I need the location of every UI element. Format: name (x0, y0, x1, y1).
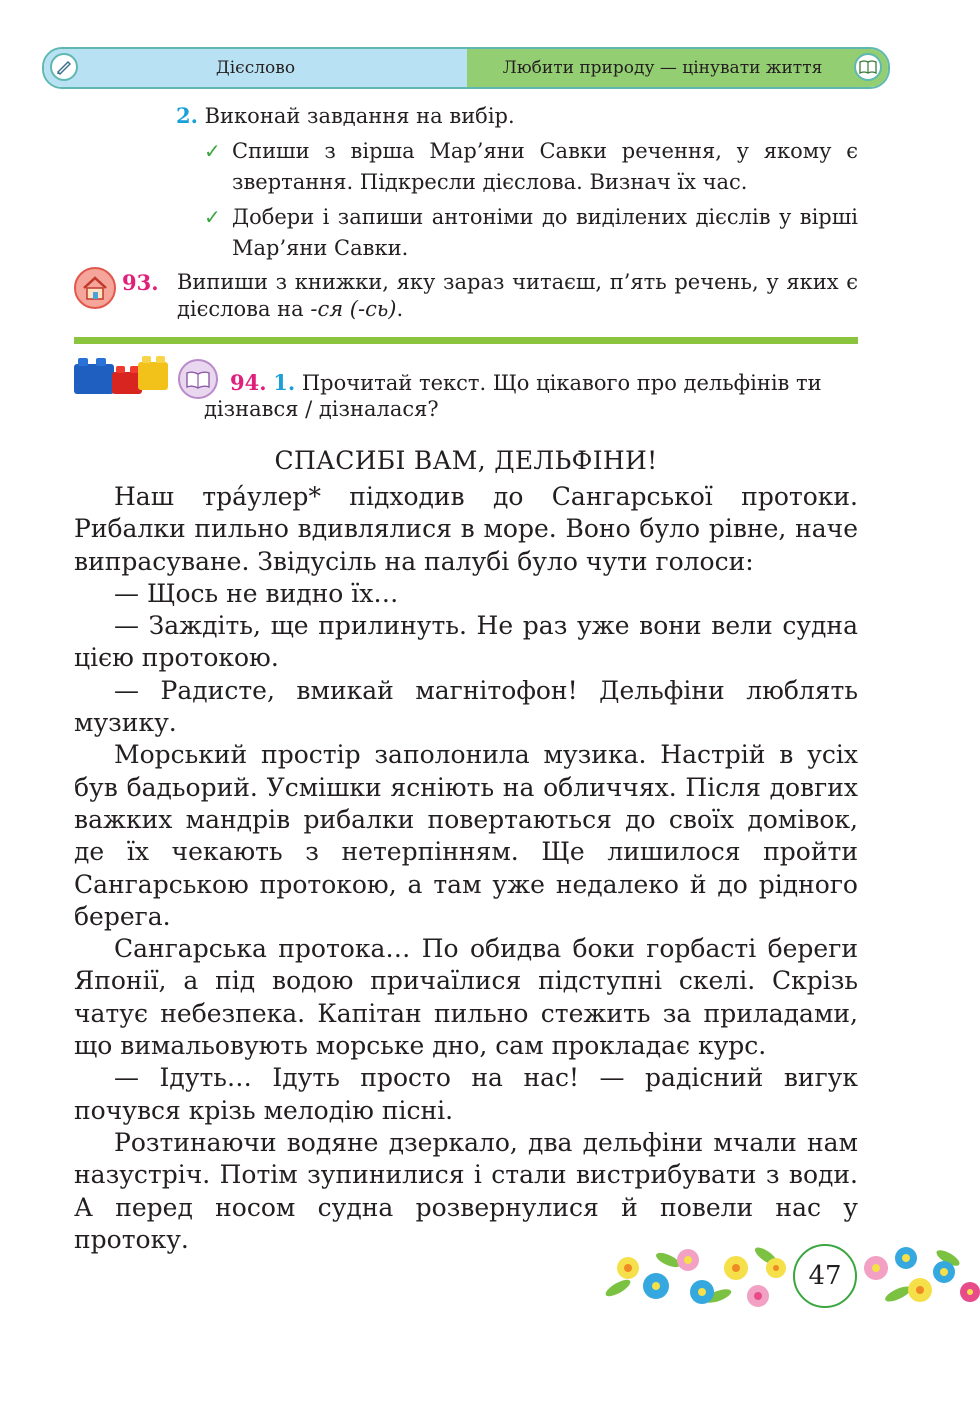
flowers-decoration (598, 1238, 980, 1314)
task-2-block (176, 100, 858, 264)
task-option-text: Добери і запиши антоніми до виділених дієслів у вірші Мар’яни Савки. (232, 205, 858, 260)
task-2-heading (176, 100, 858, 132)
exercise-94-text-continued: дізнався / дізналася? (204, 397, 439, 421)
header-topic-title: Любити природу — цінувати життя (502, 58, 823, 78)
sub-task-number: 1. (273, 370, 296, 395)
exercise-94-text: Прочитай текст. Що цікавого про дельфінів ти (301, 371, 822, 395)
house-icon (74, 267, 116, 309)
exercise-93-text (177, 267, 858, 323)
story-paragraph: — Радисте, вмикай магнітофон! Дельфіни люблять музику. (74, 675, 858, 738)
task-2-text: Виконай завдання на вибір. (204, 104, 515, 128)
story-title: СПАСИБІ ВАМ, ДЕЛЬФІНИ! (274, 446, 658, 475)
story-paragraph: Розтинаючи водяне дзеркало, два дельфіни мчали нам назустріч. Потім зупинилися і стали вистрибувати з води. А перед носом судна розвернулися й повели нас у протоку. (74, 1127, 858, 1254)
check-icon: ✓ (204, 205, 221, 229)
story-paragraph: Сангарська протока… По обидва боки горбасті береги Японії, а під водою причаїлися підступні скелі. Скрізь чатує небезпека. Капітан пильно стежить за приладами, що вимальовують морське дно, сам прокладає курс. (74, 934, 858, 1061)
story-paragraph: Морський простір заполонила музика. Настрій в усіх був бадьорий. Усмішки яснiють на обличчях. Після довгих важких мандрів рибалки повертаються до своїх домівок, де їх чекають з нетерпінням. Ще лишилося пройти Сангарською протокою, а там уже недалеко й до рідного берега. (74, 740, 858, 931)
story-paragraph: — Заждіть, ще прилинуть. Не раз уже вони вели судна цією протокою. (74, 611, 858, 673)
page-header (42, 47, 890, 89)
exercise-93-main-text: Випиши з книжки, яку зараз читаєш, п’ять речень, у яких є дієслова на (177, 270, 858, 321)
exercise-93-end: . (396, 297, 404, 321)
book-icon (854, 53, 882, 81)
task-option-2 (176, 202, 858, 264)
story-text (74, 481, 858, 1256)
exercise-93-suffix: -ся (-сь) (310, 297, 397, 321)
toy-blocks-icon (72, 350, 172, 400)
task-number: 2. (176, 103, 198, 128)
task-option-text: Спиши з вірша Мар’яни Савки речення, у якому є звертання. Підкресли дієслова. Визнач їх час. (232, 139, 858, 194)
page-number: 47 (793, 1244, 857, 1308)
exercise-93 (74, 267, 858, 323)
header-section-right (467, 49, 888, 87)
exercise-number: 93. (122, 270, 159, 295)
header-section-left (44, 49, 467, 87)
story-paragraph: — Ідуть… Ідуть просто на нас! — радісний вигук почувся крізь мелодію пісні. (74, 1063, 858, 1125)
open-book-icon (178, 359, 218, 399)
check-icon: ✓ (204, 139, 221, 163)
exercise-number: 94. (230, 370, 267, 395)
story-paragraph: Наш тра́улер* підходив до Сангарської протоки. Рибалки пильно вдивлялися в море. Воно було рівне, наче випрасуване. Звідусіль на палубі було чути голоси: (74, 482, 858, 576)
pen-icon (50, 53, 78, 81)
header-chapter-title: Дієслово (215, 58, 296, 78)
task-option-1 (176, 136, 858, 198)
story-paragraph: — Щось не видно їх… (114, 578, 399, 608)
exercise-94-heading (230, 369, 858, 397)
section-divider (74, 337, 858, 344)
